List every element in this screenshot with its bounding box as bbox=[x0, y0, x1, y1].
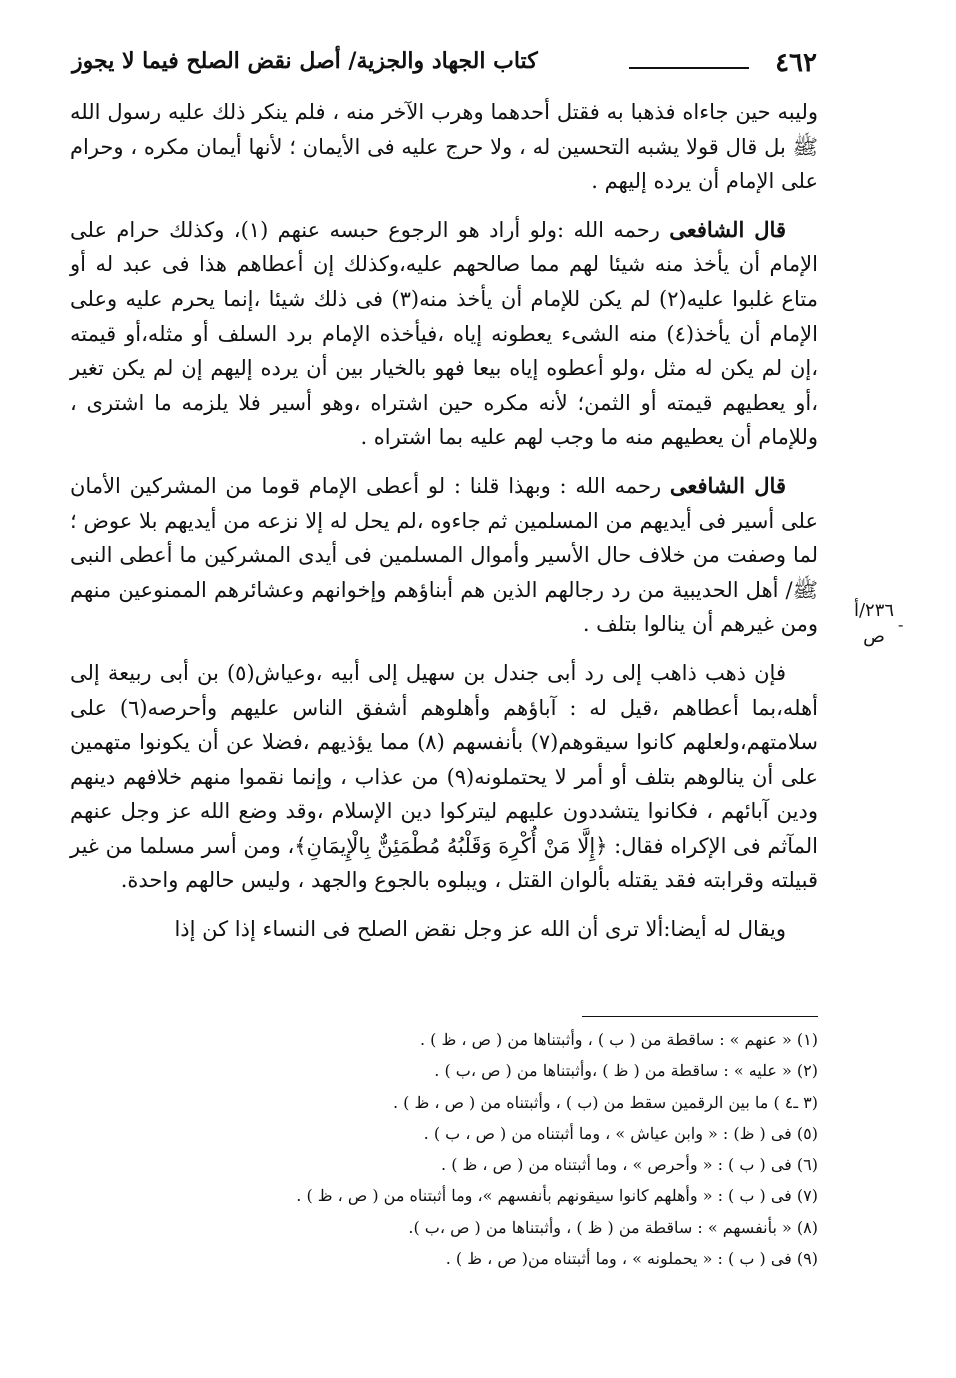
folio-number: ٢٣٦/أ bbox=[853, 600, 895, 621]
margin-folio-note bbox=[848, 598, 904, 650]
header-rule bbox=[629, 67, 749, 69]
paragraph bbox=[70, 213, 818, 455]
main-text bbox=[70, 95, 818, 961]
footnote: (٦) فى ( ب ) : « وأحرص » ، وما أثبتناه من ( ص ، ظ ) . bbox=[441, 1155, 818, 1175]
paragraph bbox=[70, 469, 818, 642]
paragraph-text: فإن ذهب ذاهب إلى رد أبى جندل بن سهيل إلى أبيه ،وعياش(٥) بن أبى ربيعة إلى أهله،بما أعطاهم ،قيل له : آباؤهم وأهلوهم أشفق الناس عليهم وأحرصه(٦) على سلامتهم،ولعلهم كانوا سيقوهم(٧) بأنفسهم (٨) مما يؤذيهم ،فضلا عن أن يكونوا متهمين على أن ينالوهم بتلف أو أمر لا يحتملونه(٩) من عذاب ، وإنما نقموا منهم خلافهم دينهم ودين آبائهم ، فكانوا يتشددون عليهم ليتركوا دين الإسلام ،وقد وضع الله عز وجل عنهم المآثم فى الإكراه فقال: ﴿إِلَّا مَنْ أُكْرِهَ وَقَلْبُهُ مُطْمَئِنٌّ بِالْإِيمَانِ﴾، ومن أسر مسلما من غير قبيلته وقرابته فقد يقتله بألوان القتل ، ويبلوه بالجوع والجهد ، وليس حالهم واحدة. bbox=[70, 660, 818, 893]
folio-mark-icon: - bbox=[898, 615, 904, 634]
page-number: ٤٦٢ bbox=[775, 48, 817, 78]
paragraph-text: ويقال له أيضا:ألا ترى أن الله عز وجل نقض الصلح فى النساء إذا كن إذا bbox=[174, 917, 786, 942]
footnote: (٨) « بأنفسهم » : ساقطة من ( ظ ) ، وأثبتناها من ( ص ،ب ). bbox=[408, 1217, 818, 1237]
footnote: (١) « عنهم » : ساقطة من ( ب ) ، وأثبتناها من ( ص ، ظ ) . bbox=[419, 1030, 818, 1049]
paragraph-text: رحمه الله : وبهذا قلنا : لو أعطى الإمام قوما من المشركين الأمان على أسير فى أيديهم من المسلمين ثم جاءوه ،لم يحل له إلا نزعه من أيديهم بلا عوض ؛ لما وصفت من خلاف حال الأسير وأموال المسلمين فى أيدى المشركين ما أعطى النبى ﷺ/ أهل الحديبية من رد رجالهم الذين هم أبناؤهم وإخوانهم وعشائرهم الممنوعين منهم ومن غيرهم أن ينالوا بتلف . bbox=[70, 473, 818, 637]
footnote-separator bbox=[582, 1016, 818, 1017]
footnote: (٩) فى ( ب ) : « يحملونه » ، وما أثبتناه من( ص ، ظ ) . bbox=[445, 1249, 818, 1269]
paragraph-text: وليبه حين جاءاه فذهبا به فقتل أحدهما وهرب الآخر منه ، فلم ينكر ذلك عليه رسول الله ﷺ بل قال قولا يشبه التحسين له ، ولا حرج عليه فى الأيمان ؛ لأنها أيمان مكره ، وحرام على الإمام أن يرده إليهم . bbox=[70, 100, 818, 194]
footnote: (٢) « عليه » : ساقطة من ( ظ ) ،وأثبتناها من ( ص ،ب ) . bbox=[434, 1061, 818, 1081]
paragraph bbox=[70, 912, 818, 947]
footnotes bbox=[150, 1024, 818, 1274]
paragraph bbox=[70, 95, 818, 199]
speaker-label: قال الشافعى bbox=[669, 472, 786, 498]
footnote: (٣ ـ٤ ) ما بين الرقمين سقط من (ب ) ، وأثبتناه من ( ص ، ظ ) . bbox=[392, 1092, 818, 1112]
paragraph bbox=[70, 656, 818, 898]
page-header bbox=[72, 48, 817, 88]
speaker-label: قال الشافعى bbox=[669, 216, 786, 242]
paragraph-text: رحمه الله :ولو أراد هو الرجوع حبسه عنهم (١)، وكذلك حرام على الإمام أن يأخذ منه شيئا لهم مما صالحهم عليه،وكذلك إن أعطاهم هذا فى عبد له أو متاع غلبوا عليه(٢) لم يكن للإمام أن يأخذ منه(٣) فى ذلك شيئا ،إنما يحرم عليه وعلى الإمام أن يأخذ(٤) منه الشىء يعطونه إياه ،فيأخذه الإمام برد السلف أو مثله،أو قيمته ،إن لم يكن له مثل ،ولو أعطوه إياه بيعا فهو بالخيار بين أن يرده إليهم إن لم يكن تغير ،أو يعطيهم قيمته أو الثمن؛ لأنه مكره حين اشتراه ،وهو أسير فلا يلزمه ما اشترى ، وللإمام أن يعطيهم منه ما وجب لهم عليه بما اشتراه . bbox=[70, 217, 818, 450]
footnote: (٧) فى ( ب ) : « وأهلهم كانوا سيقونهم بأنفسهم »، وما أثبتناه من ( ص ، ظ ) . bbox=[296, 1186, 818, 1206]
running-title: كتاب الجهاد والجزية/ أصل نقض الصلح فيما لا يجوز bbox=[72, 48, 538, 74]
manuscript-siglum: ص bbox=[863, 626, 885, 647]
footnote: (٥) فى ( ظ) : « وابن عياش » ، وما أثبتناه من ( ص ، ب ) . bbox=[423, 1123, 818, 1143]
